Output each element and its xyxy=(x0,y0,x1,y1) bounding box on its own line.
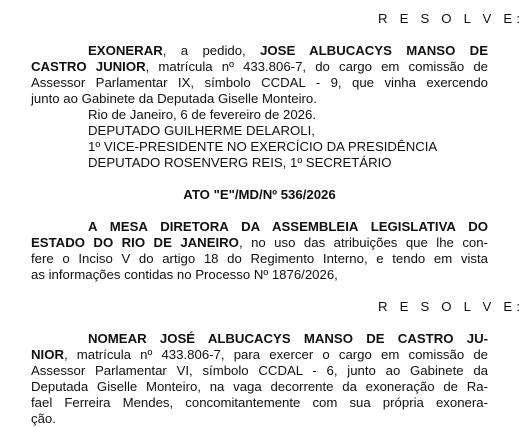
act-title: ATO "E"/MD/Nº 536/2026 xyxy=(183,187,336,202)
paragraph-line xyxy=(31,347,488,363)
bold-text: EXONERAR xyxy=(88,43,163,58)
paragraph-line xyxy=(31,235,488,251)
bold-text: NIOR xyxy=(31,347,64,362)
signatory-name: DEPUTADO ROSENVERG REIS, 1º SECRETÁRIO xyxy=(88,155,392,170)
paragraph-line: Deputada Giselle Monteiro, na vaga decorrente da exoneração de Ra- xyxy=(31,379,488,394)
bold-text: ESTADO DO RIO DE JANEIRO xyxy=(31,235,239,250)
text: , no uso das atribuições que lhe con- xyxy=(238,235,488,250)
bold-text: CASTRO JUNIOR xyxy=(31,59,146,74)
signature-date: Rio de Janeiro, 6 de fevereiro de 2026. xyxy=(88,107,316,122)
paragraph-line: Assessor Parlamentar VI, símbolo CCDAL - 6, junto ao Gabinete da xyxy=(31,363,488,378)
signatory-role: 1º VICE-PRESIDENTE NO EXERCÍCIO DA PRESIDÊNCIA xyxy=(88,139,438,154)
paragraph-line: as informações contidas no Processo Nº 1876/2026, xyxy=(31,267,338,282)
paragraph-line: fael Ferreira Mendes, concomitantemente com sua própria exonera- xyxy=(31,395,488,410)
resolve-heading: R E S O L V E: xyxy=(378,299,524,314)
paragraph-line: fere o Inciso V do artigo 18 do Regimento Interno, e tendo em vista xyxy=(31,251,488,266)
text: , matrícula nº 433.806-7, do cargo em comissão de xyxy=(145,59,488,74)
paragraph-line: ção. xyxy=(31,411,56,426)
text: , matrícula nº 433.806-7, para exercer o cargo em comissão de xyxy=(63,347,488,362)
text: , a pedido, xyxy=(162,43,261,58)
paragraph-line: Assessor Parlamentar IX, símbolo CCDAL - 9, que vinha exercendo xyxy=(31,75,488,90)
paragraph-line: junto ao Gabinete da Deputada Giselle Monteiro. xyxy=(31,91,317,106)
signatory-name: DEPUTADO GUILHERME DELAROLI, xyxy=(88,123,315,138)
paragraph-line xyxy=(31,59,488,75)
bold-text: JOSE ALBUCACYS MANSO DE xyxy=(260,43,488,58)
paragraph-line xyxy=(88,43,488,59)
paragraph-line: NOMEAR JOSÉ ALBUCACYS MANSO DE CASTRO JU- xyxy=(88,331,488,346)
paragraph-line: A MESA DIRETORA DA ASSEMBLEIA LEGISLATIVA DO xyxy=(88,219,488,234)
resolve-heading: R E S O L V E: xyxy=(378,11,524,26)
